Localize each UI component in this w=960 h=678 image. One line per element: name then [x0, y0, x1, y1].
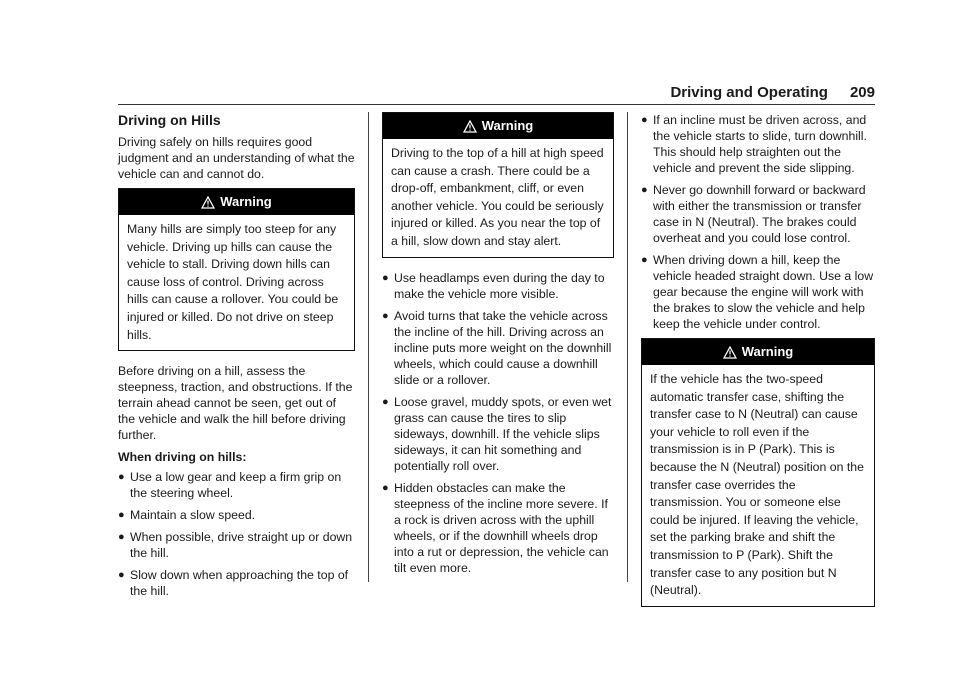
list-item: ● Use a low gear and keep a firm grip on the steering wheel.: [118, 470, 342, 501]
column-divider: [368, 112, 369, 582]
warning-box: [118, 188, 355, 351]
list-item: ● When driving down a hill, keep the vehicle headed straight down. Use a low gear because the engine will work with the brakes to slow the vehicle and help keep the vehicle under control.: [641, 253, 874, 331]
column-divider: [627, 112, 628, 582]
bullet-dot-icon: ●: [641, 184, 648, 196]
bullet-dot-icon: ●: [641, 114, 648, 126]
before-driving-paragraph: Before driving on a hill, assess the steepness, traction, and obstructions. If the terrain ahead cannot be seen, get out of the vehicle and walk the hill before driving further.: [118, 364, 353, 443]
warning-triangle-icon: [463, 120, 477, 133]
header-rule: [118, 104, 875, 105]
bullet-dot-icon: ●: [118, 569, 125, 582]
warning-label: Warning: [481, 118, 534, 133]
warning-box: [641, 338, 875, 607]
bullet-list: [641, 112, 875, 332]
list-item: ● Never go downhill forward or backward with either the transmission or transfer case in N (Neutral). The brakes could overheat and you could lose control.: [641, 183, 866, 245]
column-3: [641, 112, 875, 619]
warning-text: Many hills are simply too steep for any vehicle. Driving up hills can cause the vehicle to stall. Driving down hills can cause loss of control. Driving across hills can cause a rollover. You could be injured or killed. Do not drive on steep hills.: [127, 222, 339, 342]
list-item: ● Loose gravel, muddy spots, or even wet grass can cause the tires to slip sideways, downhill. If the vehicle slips sideways, it can hit something and potentially roll over.: [382, 394, 612, 473]
page-number: 209: [849, 84, 875, 101]
list-item: ● Maintain a slow speed.: [118, 508, 256, 523]
list-item: ● Slow down when approaching the top of the hill.: [118, 568, 349, 599]
when-driving-heading: When driving on hills:: [118, 450, 247, 465]
heading-driving-on-hills: Driving on Hills: [118, 112, 221, 128]
warning-triangle-icon: [723, 346, 737, 359]
bullet-list: [118, 469, 355, 599]
bullet-dot-icon: ●: [382, 309, 389, 322]
column-2: [382, 112, 614, 582]
list-item: ● Hidden obstacles can make the steepness of the incline more severe. If a rock is driven across with the uphill wheels, or if the downhill wheels drop into a rut or depression, the vehicle can tilt even more.: [382, 480, 609, 575]
intro-paragraph: Driving safely on hills requires good judgment and an understanding of what the vehicle can and cannot do.: [118, 135, 355, 181]
warning-box: [382, 112, 614, 258]
page-header: [670, 84, 875, 101]
list-item: ● Avoid turns that take the vehicle across the incline of the hill. Driving across an incline puts more weight on the downhill wheels, which could cause a downhill slide or a rollover.: [382, 308, 612, 387]
bullet-dot-icon: ●: [382, 395, 389, 408]
warning-header: [383, 113, 613, 139]
bullet-dot-icon: ●: [118, 509, 125, 522]
warning-header: [642, 339, 874, 365]
bullet-list: [382, 270, 614, 576]
bullet-dot-icon: ●: [382, 481, 389, 494]
column-1: [118, 112, 355, 605]
bullet-dot-icon: ●: [118, 531, 125, 544]
warning-text: Driving to the top of a hill at high speed can cause a crash. There could be a drop-off, embankment, cliff, or even another vehicle. You could be seriously injured or killed. As you near the top of a hill, slow down and stay alert.: [391, 146, 604, 248]
warning-triangle-icon: [201, 196, 215, 209]
warning-text: If the vehicle has the two-speed automatic transfer case, shifting the transfer case to N (Neutral) can cause your vehicle to roll even if the transmission is in P (Park). This is because the N (Neutral) position on the transfer case overrides the transmission. You or someone else could be injured. If leaving the vehicle, set the parking brake and shift the transmission to P (Park). Shift the transfer case to any position but N (Neutral).: [650, 372, 864, 598]
bullet-dot-icon: ●: [118, 471, 125, 484]
section-title-header: Driving and Operating: [670, 84, 828, 101]
bullet-dot-icon: ●: [382, 271, 389, 284]
warning-label: Warning: [220, 194, 272, 209]
warning-label: Warning: [741, 344, 794, 359]
bullet-dot-icon: ●: [641, 254, 648, 266]
warning-header: [119, 189, 354, 215]
list-item: ● Use headlamps even during the day to make the vehicle more visible.: [382, 270, 605, 301]
list-item: ● If an incline must be driven across, and the vehicle starts to slide, turn downhill. This should help straighten out the vehicle and prevent the side slipping.: [641, 113, 867, 175]
list-item: ● When possible, drive straight up or down the hill.: [118, 530, 353, 561]
